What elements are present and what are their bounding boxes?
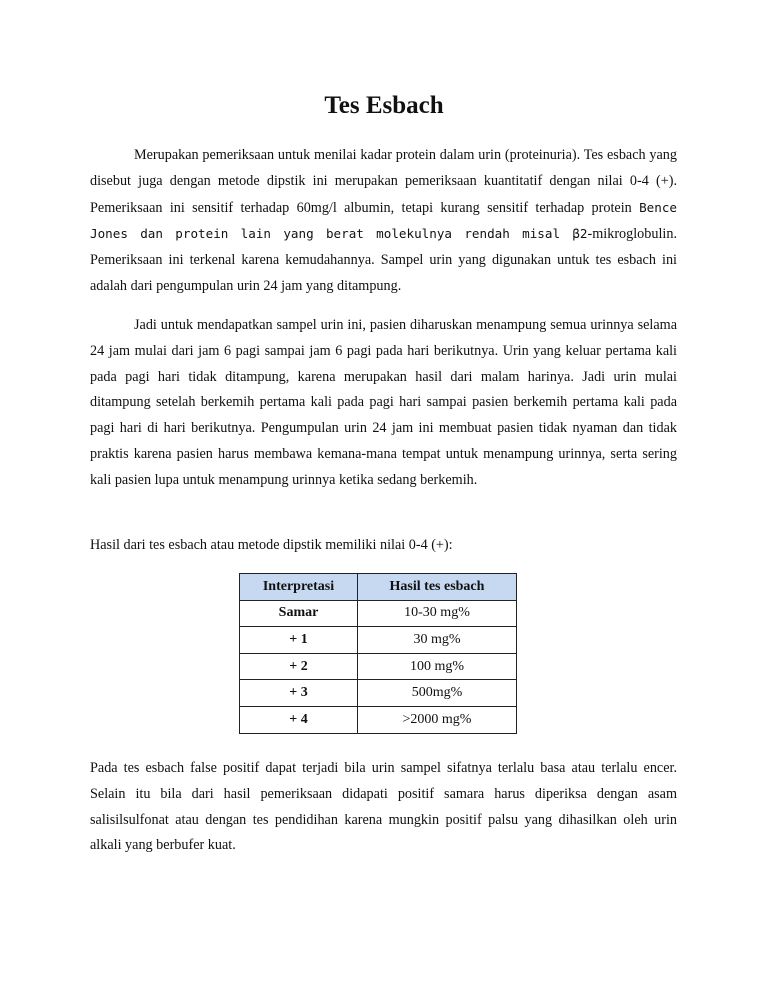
cell-interpretasi: + 3 [240,680,358,707]
table-row [240,600,517,627]
cell-hasil: 100 mg% [358,653,517,680]
table-row [240,706,517,733]
table-header-row [240,574,517,601]
paragraph-results-intro: Hasil dari tes esbach atau metode dipstik memiliki nilai 0-4 (+): [90,537,453,553]
paragraph-intro [90,143,677,300]
page-title: Tes Esbach [324,92,444,119]
paragraph-false-positive: Pada tes esbach false positif dapat terjadi bila urin sampel sifatnya terlalu basa atau terlalu encer. Selain itu bila dari hasil pemeriksaan didapati positif samara harus diperiksa dengan asam salisilsulfonat atau dengan tes pendidihan karena mungkin positif palsu yang dihasilkan oleh urin alkali yang berbufer kuat. [90,760,677,854]
table-row [240,680,517,707]
header-interpretasi: Interpretasi [240,574,358,601]
cell-hasil: >2000 mg% [358,706,517,733]
results-table [239,573,517,734]
paragraph-sample-collection: Jadi untuk mendapatkan sampel urin ini, pasien diharuskan menampung semua urinnya selama 24 jam mulai dari jam 6 pagi sampai jam 6 pagi pada hari berikutnya. Urin yang keluar pertama kali pada pagi hari tidak ditampung, karena merupakan hasil dari malam harinya. Jadi urin mulai ditampung setelah berkemih pertama kali pada pagi hari sampai pasien berkemih pertama kali pada pagi hari di hari berikutnya. Pengumpulan urin 24 jam ini membuat pasien tidak nyaman dan tidak praktis karena pasien harus membawa kemana-mana tempat untuk menampung urinnya, serta sering kali pasien lupa untuk menampung urinnya ketika sedang berkemih. [90,317,677,488]
table-row [240,653,517,680]
cell-interpretasi: Samar [240,600,358,627]
paragraph-intro-part1: Merupakan pemeriksaan untuk menilai kadar protein dalam urin (proteinuria). Tes esbach yang disebut juga dengan metode dipstik ini merupakan pemeriksaan kuantitatif dengan nilai 0-4 (+). Pemeriksaan ini sensitif terhadap 60mg/l albumin, tetapi kurang sensitif terhadap protein [90,147,677,216]
cell-interpretasi: + 1 [240,627,358,654]
cell-interpretasi: + 4 [240,706,358,733]
paragraph-intro-mono-text: Bence Jones dan protein lain yang berat molekulnya rendah misal β2 [90,199,677,242]
cell-hasil: 30 mg% [358,627,517,654]
cell-hasil: 500mg% [358,680,517,707]
header-hasil: Hasil tes esbach [358,574,517,601]
cell-hasil: 10-30 mg% [358,600,517,627]
cell-interpretasi: + 2 [240,653,358,680]
paragraph-intro-part2: -mikroglobulin. Pemeriksaan ini terkenal karena kemudahannya. Sampel urin yang digunakan untuk tes esbach ini adalah dari pengumpulan urin 24 jam yang ditampung. [90,226,677,294]
table-row [240,627,517,654]
